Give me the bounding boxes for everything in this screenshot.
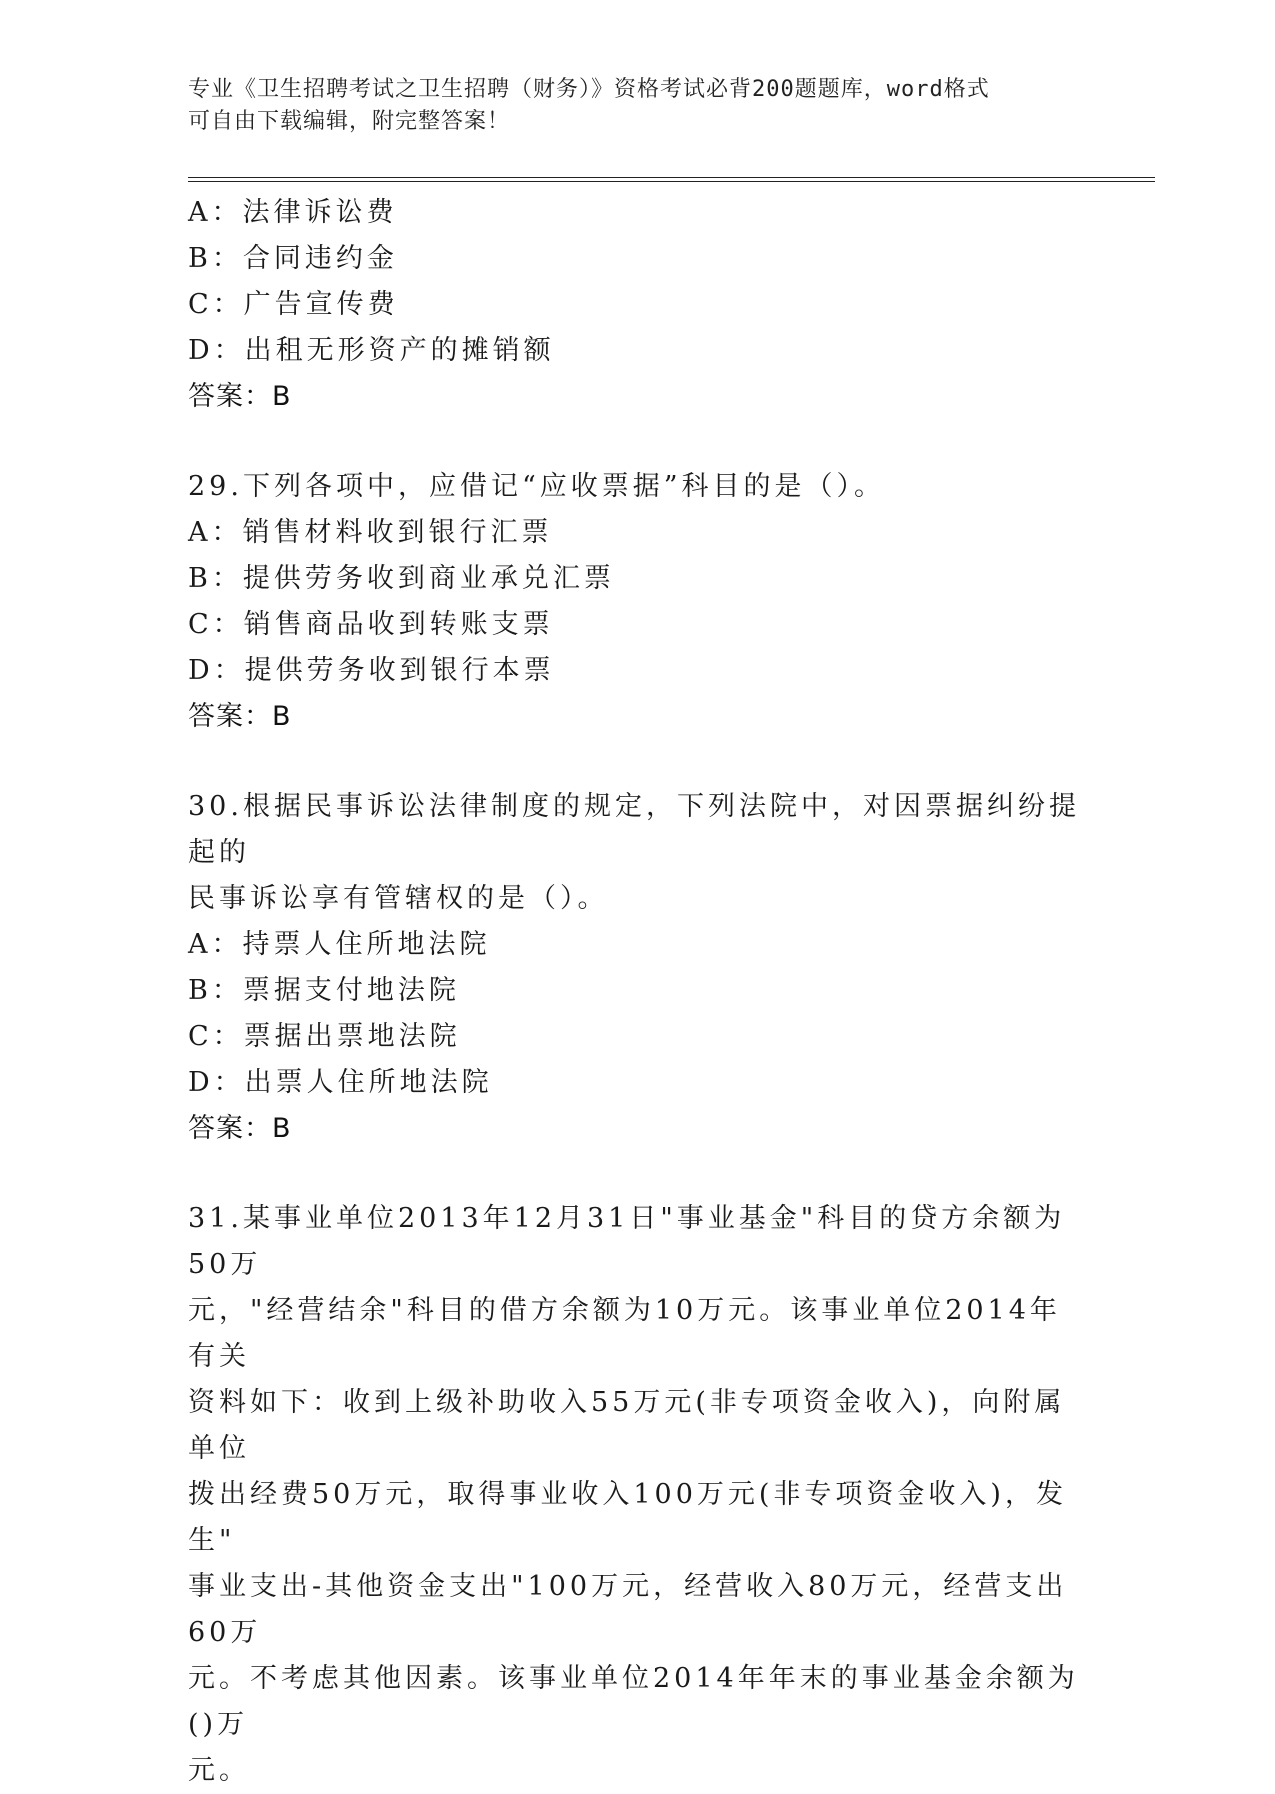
question-list (188, 190, 1088, 1794)
question-28-block (188, 190, 1088, 420)
answer: 答案：B (188, 381, 292, 412)
option-d: D：出租无形资产的摊销额 (188, 335, 555, 366)
header-line-2: 可自由下载编辑，附完整答案！ (188, 109, 511, 134)
spacer (188, 740, 1088, 784)
question-title-line-5: 事业支出-其他资金支出"100万元，经营收入80万元，经营支出60万 (188, 1571, 1068, 1648)
question-title-line-7: 元。 (188, 1755, 250, 1786)
answer: 答案：B (188, 1113, 292, 1144)
option-c: C：广告宣传费 (188, 289, 399, 320)
header-line-1: 专业《卫生招聘考试之卫生招聘（财务）》资格考试必背200题题库，word格式 (188, 77, 990, 102)
option-b: B：提供劳务收到商业承兑汇票 (188, 563, 615, 594)
option-d: D：提供劳务收到银行本票 (188, 655, 555, 686)
option-b: B：票据支付地法院 (188, 975, 460, 1006)
option-c: C：销售商品收到转账支票 (188, 609, 554, 640)
option-a: A：持票人住所地法院 (188, 929, 491, 960)
question-title-line-3: 资料如下：收到上级补助收入55万元(非专项资金收入)，向附属单位 (188, 1387, 1066, 1464)
option-c: C：票据出票地法院 (188, 1021, 461, 1052)
question-29-block (188, 464, 1088, 740)
option-a: A：销售材料收到银行汇票 (188, 517, 553, 548)
question-title-line-1: 31.某事业单位2013年12月31日"事业基金"科目的贷方余额为50万 (188, 1203, 1066, 1280)
document-header (188, 74, 1068, 138)
question-31-block (188, 1196, 1088, 1794)
header-divider (188, 177, 1155, 182)
question-title-line-2: 民事诉讼享有管辖权的是（）。 (188, 883, 609, 914)
divider-line-top (188, 177, 1155, 178)
spacer (188, 1152, 1088, 1196)
divider-line-bottom (188, 181, 1155, 182)
question-30-block (188, 784, 1088, 1152)
option-a: A：法律诉讼费 (188, 197, 398, 228)
question-title-line-6: 元。不考虑其他因素。该事业单位2014年年末的事业基金余额为()万 (188, 1663, 1079, 1740)
spacer (188, 420, 1088, 464)
question-title-line-2: 元，"经营结余"科目的借方余额为10万元。该事业单位2014年有关 (188, 1295, 1061, 1372)
question-title: 29.下列各项中，应借记“应收票据”科目的是（）。 (188, 471, 886, 502)
question-title-line-4: 拨出经费50万元，取得事业收入100万元(非专项资金收入)，发生" (188, 1479, 1067, 1556)
question-title-line-1: 30.根据民事诉讼法律制度的规定，下列法院中，对因票据纠纷提起的 (188, 791, 1080, 868)
option-d: D：出票人住所地法院 (188, 1067, 493, 1098)
answer: 答案：B (188, 701, 292, 732)
option-b: B：合同违约金 (188, 243, 398, 274)
